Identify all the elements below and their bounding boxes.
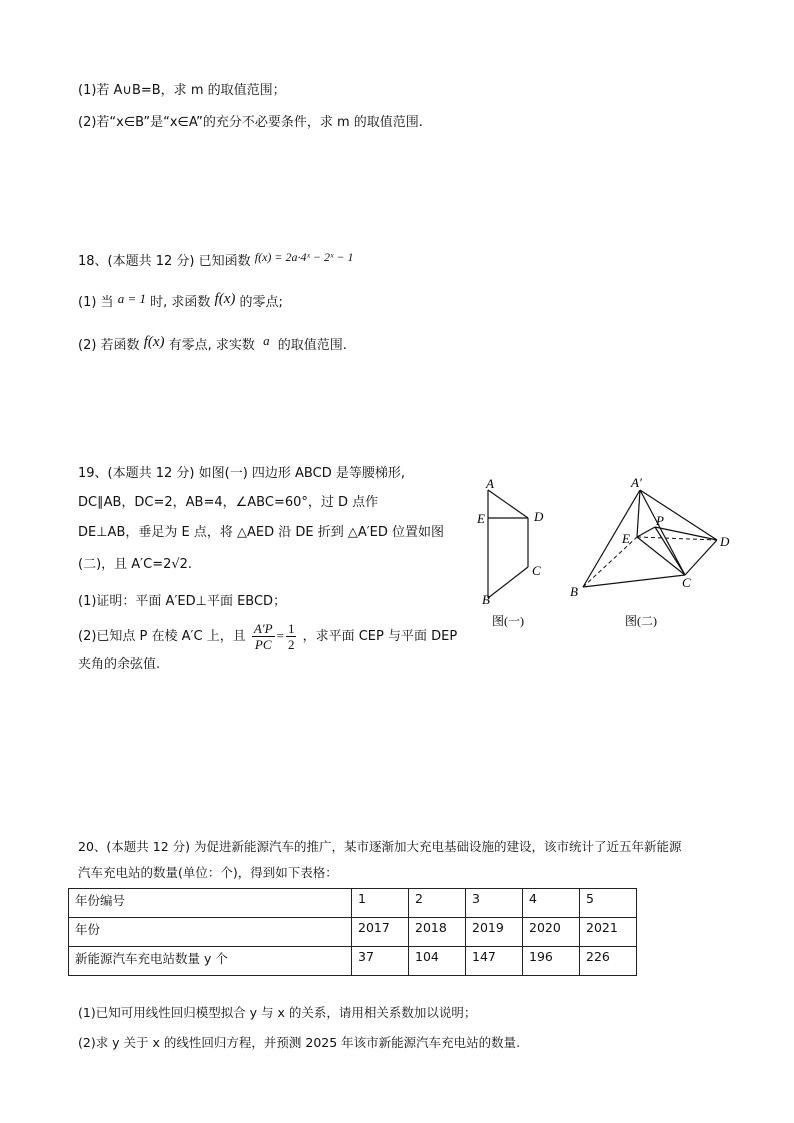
fig2-edge-EC [637, 537, 685, 575]
fig2-edge-AE [637, 490, 640, 537]
q18-p2-fx: f(x) [143, 334, 165, 350]
fig2-label-D: D [720, 534, 730, 549]
table-cell: 226 [580, 947, 637, 976]
q18-p1-text-c: 时, 求函数 [150, 295, 211, 310]
q17-part1: (1)若 A∪B=B，求 m 的取值范围； [78, 83, 286, 98]
q20-table [68, 888, 637, 976]
fig2-label-B: B [570, 584, 578, 599]
q19-half-den: 2 [287, 637, 295, 652]
table-cell: 2019 [466, 918, 523, 947]
q19-ratio-eq: = [276, 628, 284, 643]
fig1-label-A: A [486, 476, 494, 491]
q20-part2: (2)求 y 关于 x 的线性回归方程，并预测 2025 年该市新能源汽车充电站的数量. [78, 1035, 521, 1050]
table-cell: 196 [523, 947, 580, 976]
table-cell: 2017 [352, 918, 409, 947]
q18-title: 18、(本题共 12 分) 已知函数 [78, 254, 251, 269]
q19-line5: (1)证明：平面 A′ED⊥平面 EBCD； [78, 594, 287, 609]
table-cell: 年份编号 [69, 889, 352, 918]
table-row [69, 918, 637, 947]
fig2-label-E: E [622, 531, 630, 546]
q18-p2-text-c: 有零点, 求实数 [168, 338, 255, 353]
figure-2-pyramid [565, 472, 745, 632]
q19-line1: 19、(本题共 12 分) 如图(一) 四边形 ABCD 是等腰梯形, [78, 466, 405, 481]
fig2-edge-AB [583, 490, 640, 587]
table-cell: 1 [352, 889, 409, 918]
fig1-edge-CB [488, 567, 528, 598]
fig1-label-C: C [532, 563, 541, 578]
figure-1-trapezoid [470, 472, 560, 632]
fig1-caption: 图(一) [492, 614, 524, 628]
fig2-label-C: C [682, 575, 691, 590]
fig2-label-A: A′ [631, 475, 642, 490]
fig2-edge-AC [640, 490, 685, 575]
q20-part1: (1)已知可用线性回归模型拟合 y 与 x 的关系，请用相关系数加以说明； [78, 1005, 477, 1020]
q18-part1 [78, 290, 283, 312]
q17-part2: (2)若“x∈B”是“x∈A”的充分不必要条件，求 m 的取值范围. [78, 115, 423, 130]
table-cell: 4 [523, 889, 580, 918]
table-row [69, 889, 637, 918]
q18-p2-a: a [263, 333, 270, 348]
q20-line2: 汽车充电站的数量(单位：个)，得到如下表格： [78, 865, 338, 880]
q19-ratio-num: A′P [253, 621, 273, 636]
q20-line1: 20、(本题共 12 分) 为促进新能源汽车的推广，某市逐渐加大充电基础设施的建设，该市统计了近五年新能源 [78, 839, 682, 854]
fig1-edge-AD [488, 490, 528, 518]
q19-half-num: 1 [287, 621, 295, 636]
q19-l6-text-a: (2)已知点 P 在棱 A′C 上，且 [78, 629, 246, 644]
q19-line7: 夹角的余弦值. [78, 657, 161, 672]
table-cell: 新能源汽车充电站数量 y 个 [69, 947, 352, 976]
fig2-edge-PC [655, 527, 685, 575]
table-cell: 5 [580, 889, 637, 918]
q18-p2-text-a: (2) 若函数 [78, 338, 140, 353]
q18-p1-text-e: 的零点; [239, 295, 283, 310]
table-cell: 147 [466, 947, 523, 976]
q19-l6-text-b: ，求平面 CEP 与平面 DEP [302, 629, 458, 644]
table-cell: 年份 [69, 918, 352, 947]
q18-p1-fx: f(x) [214, 291, 236, 307]
table-cell: 2021 [580, 918, 637, 947]
fig2-caption: 图(二) [625, 614, 657, 628]
q18-part2 [78, 332, 347, 355]
q19-line6 [78, 620, 457, 653]
table-cell: 104 [409, 947, 466, 976]
table-row [69, 947, 637, 976]
fig1-label-E: E [477, 511, 485, 526]
q19-half-fraction [286, 621, 297, 652]
q18-p1-a-value: a = 1 [117, 291, 146, 306]
fig1-label-B: B [482, 592, 490, 607]
q18-p1-text-a: (1) 当 [78, 295, 114, 310]
q18-function: f(x) = 2a·4ˣ − 2ˣ − 1 [254, 250, 354, 264]
fig2-edge-BC [583, 575, 685, 587]
fig2-edge-CD [685, 540, 717, 575]
q19-ratio-fraction [252, 621, 275, 652]
fig2-edge-EP [637, 527, 655, 537]
fig2-label-P: P [656, 513, 664, 528]
table-cell: 3 [466, 889, 523, 918]
table-cell: 2020 [523, 918, 580, 947]
table-cell: 37 [352, 947, 409, 976]
table-cell: 2 [409, 889, 466, 918]
q19-line4: (二)，且 A′C=2√2. [78, 557, 193, 572]
q18-p2-text-e: 的取值范围. [277, 338, 347, 353]
q18-stem [78, 248, 353, 271]
q19-line2: DC∥AB，DC=2，AB=4，∠ABC=60°，过 D 点作 [78, 495, 379, 510]
q19-ratio-den: PC [254, 637, 272, 652]
table-cell: 2018 [409, 918, 466, 947]
fig1-label-D: D [534, 509, 544, 524]
q19-line3: DE⊥AB，垂足为 E 点，将 △AED 沿 DE 折到 △A′ED 位置如图 [78, 525, 445, 540]
